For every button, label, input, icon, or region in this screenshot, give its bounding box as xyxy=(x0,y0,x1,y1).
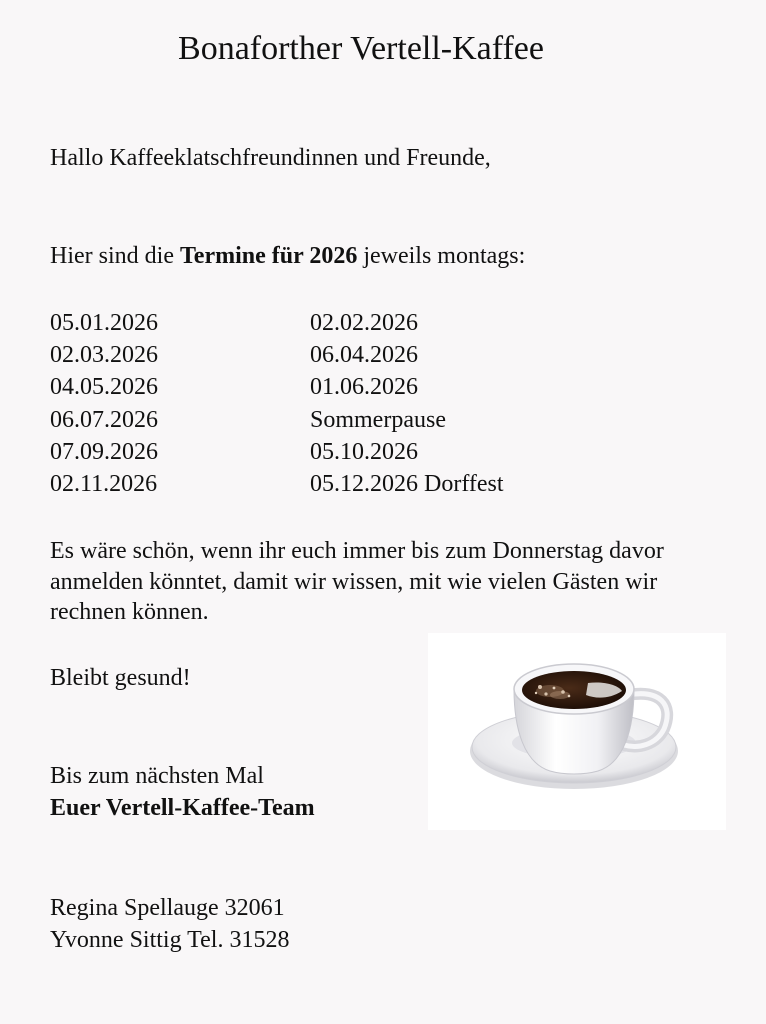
date-left: 02.03.2026 xyxy=(50,342,158,369)
page-title: Bonaforther Vertell-Kaffee xyxy=(178,30,544,67)
date-right: 01.06.2026 xyxy=(310,374,418,401)
greeting-text: Hallo Kaffeeklatschfreundinnen und Freunde, xyxy=(50,145,491,171)
date-right: 05.10.2026 xyxy=(310,438,418,465)
registration-note: Es wäre schön, wenn ihr euch immer bis zum Donnerstag davor anmelden könntet, damit wir wissen, mit wie vielen Gästen wir rechnen können. xyxy=(50,538,664,625)
date-row xyxy=(50,307,504,339)
date-right: Sommerpause xyxy=(310,406,446,433)
date-row xyxy=(50,404,504,436)
date-row xyxy=(50,339,504,371)
intro-before: Hier sind die xyxy=(50,243,180,269)
contact-item: Regina Spellauge 32061 xyxy=(50,895,285,921)
date-right: 02.02.2026 xyxy=(310,310,418,336)
date-left: 05.01.2026 xyxy=(50,310,158,336)
date-row xyxy=(50,468,504,500)
date-list xyxy=(50,307,504,500)
date-left: 04.05.2026 xyxy=(50,374,158,401)
signature-block xyxy=(50,760,315,824)
intro-text xyxy=(50,243,525,270)
coffee-cup-icon xyxy=(428,633,726,830)
date-right: 06.04.2026 xyxy=(310,342,418,369)
date-left: 07.09.2026 xyxy=(50,438,158,465)
coffee-image xyxy=(428,633,726,830)
closing-text: Bleibt gesund! xyxy=(50,665,191,691)
date-left: 06.07.2026 xyxy=(50,406,158,433)
team-name: Euer Vertell-Kaffee-Team xyxy=(50,795,315,821)
contact-list xyxy=(50,892,289,956)
intro-bold: Termine für 2026 xyxy=(179,243,358,269)
date-row xyxy=(50,436,504,468)
date-right: 05.12.2026 Dorffest xyxy=(310,470,504,497)
date-row xyxy=(50,371,504,403)
farewell-text: Bis zum nächsten Mal xyxy=(50,763,264,789)
date-left: 02.11.2026 xyxy=(50,470,158,497)
contact-item: Yvonne Sittig Tel. 31528 xyxy=(50,927,290,953)
intro-after: jeweils montags: xyxy=(357,243,526,269)
